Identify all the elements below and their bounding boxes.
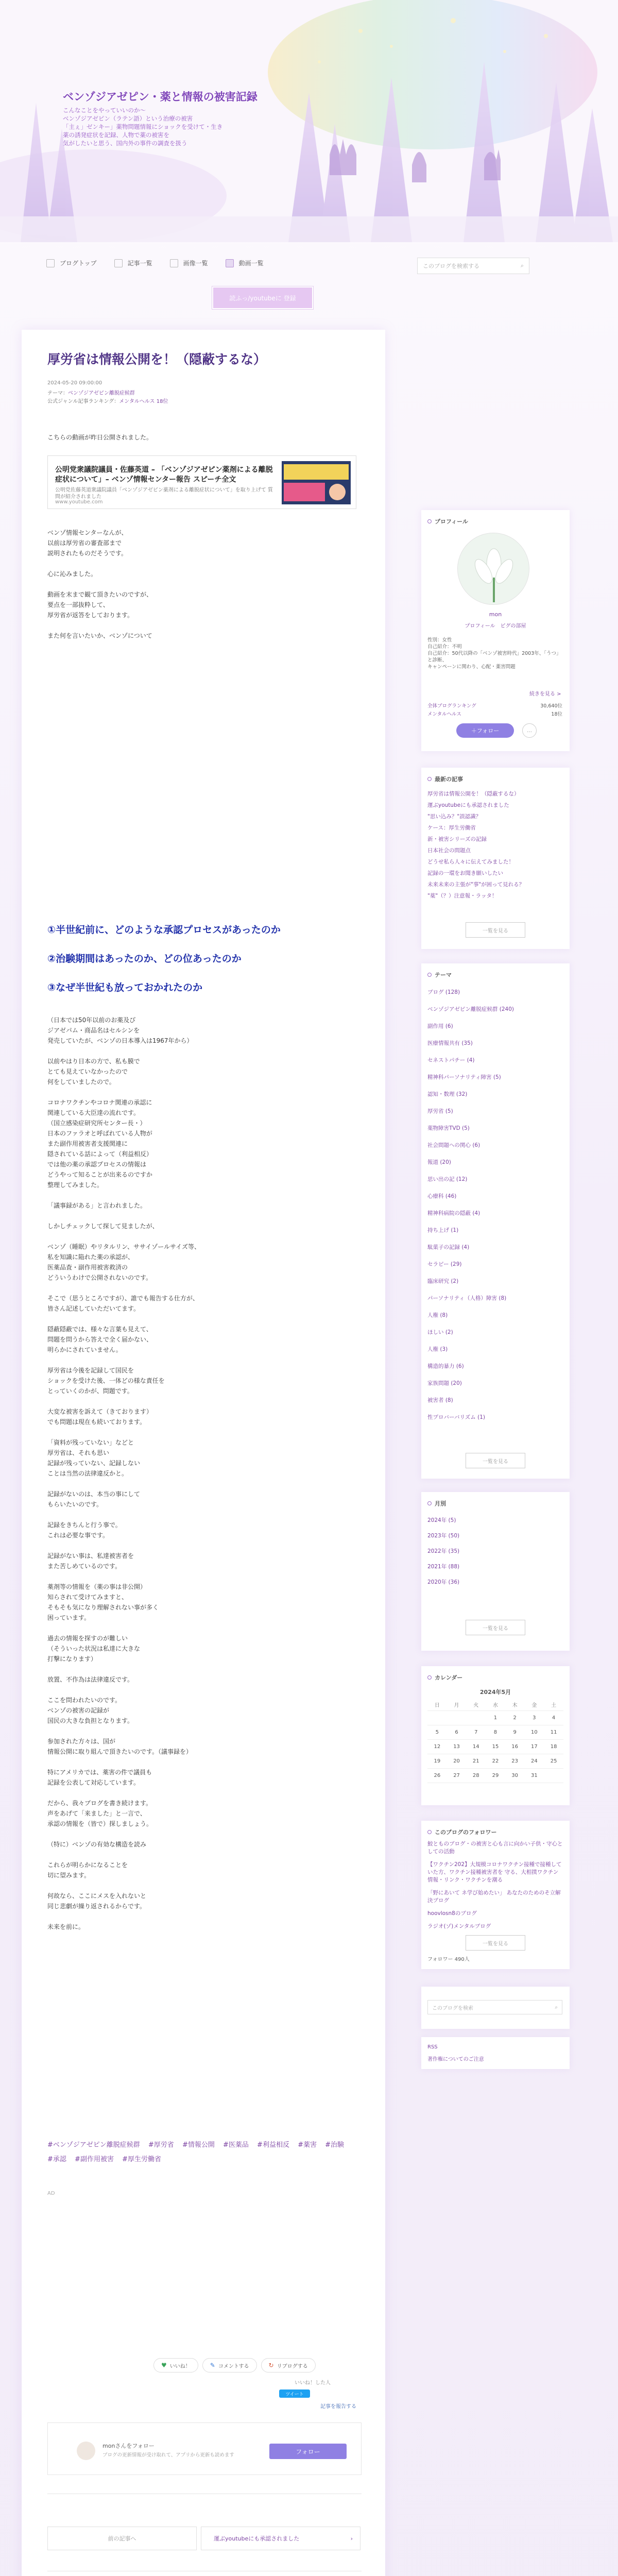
- report-link[interactable]: 記事を報告する: [320, 2404, 356, 2410]
- article-headline-2: ②治験期間はあったのか、どの位あったのか: [47, 953, 242, 964]
- article-theme: テーマ：ベンゾジアゼピン離脱症候群: [47, 391, 135, 396]
- sidebar-follow-button[interactable]: ＋フォロー: [456, 723, 514, 738]
- follower-item[interactable]: 鮫とものブログ・の被害と心も言に向かい子供・守心としての活動: [427, 1841, 563, 1855]
- hashtag[interactable]: #情報公開: [182, 2141, 215, 2149]
- theme-item[interactable]: パーソナリティ（人格）障害 (8): [427, 1295, 507, 1301]
- calendar-month: 2024年5月: [479, 1689, 511, 1696]
- liked-users-link[interactable]: いいね！した人: [295, 2380, 331, 2386]
- sidebar-profile: プロフィール mon プロフィール ピグの部屋 性別：女性 自己紹介：不明 自己紹介：50代以降の「ベンゾ被害時代」2003年、「うつ」と診断、 キャンペーンに関わり、心配・薬害問題 続きを見る > 全体ブログランキング 30,640位 メンタルヘルス 18位 ＋フォロー …: [421, 510, 570, 751]
- like-icon: ♥: [161, 2362, 167, 2369]
- recent-item[interactable]: "薬"（？）注意報・ラッタ！: [427, 893, 497, 899]
- profile-name[interactable]: mon: [489, 611, 502, 618]
- search-icon: ⌕: [520, 262, 524, 269]
- article-body-1: ベンゾ情報センターなんが、 以前は厚労省の審査部まで 説明されたものだそうです。 心に沁みました。 動画を末まで観て頂きたいのですが、 要点を一部抜粋して、 厚労省が返答をしております。 また何を言いたいか、ベンゾについて: [47, 529, 153, 639]
- theme-item[interactable]: 人権 (8): [427, 1312, 448, 1318]
- recent-item[interactable]: 記録の一環をお聞き願いしたい: [427, 870, 503, 876]
- profile-more-link[interactable]: 続きを見る >: [529, 691, 561, 697]
- profile-avatar[interactable]: [457, 533, 529, 605]
- hashtag[interactable]: #厚労省: [148, 2141, 174, 2149]
- theme-link[interactable]: ベンゾジアゼピン離脱症候群: [68, 391, 135, 396]
- theme-item[interactable]: 精神科パーソナリティ障害 (5): [427, 1074, 501, 1080]
- more-options-button[interactable]: …: [522, 723, 537, 738]
- theme-item[interactable]: 構造的暴力 (6): [427, 1363, 464, 1369]
- follower-item[interactable]: hoovlosn8のブログ: [427, 1910, 477, 1917]
- link-card-title: 公明党衆議院議員・佐藤英道 – 「ベンゾジアゼピン薬剤による離脱症状について」– ベンゾ情報センター報告 スピーチ全文: [55, 466, 273, 484]
- follower-list-button[interactable]: 一覧を見る: [466, 1935, 525, 1951]
- avatar: [77, 2442, 95, 2460]
- video-thumbnail: [282, 461, 351, 504]
- recent-item[interactable]: 運ぶyoutubeにも承認されました: [427, 802, 509, 808]
- nav-article-list[interactable]: 記事一覧: [114, 259, 152, 267]
- theme-item[interactable]: セラピー (29): [427, 1261, 462, 1267]
- bullet-icon: [427, 1675, 432, 1680]
- archive-item[interactable]: 2024年 (5): [427, 1517, 456, 1523]
- archive-item[interactable]: 2022年 (35): [427, 1548, 460, 1554]
- archive-list: [427, 1513, 563, 1590]
- theme-item[interactable]: 厚労省 (5): [427, 1108, 453, 1114]
- like-button[interactable]: ♥ いいね！: [153, 2358, 198, 2372]
- subscribe-button[interactable]: 読ふっ/youtubeに 登録: [212, 286, 313, 309]
- ranking-link[interactable]: メンタルヘルス 18位: [119, 399, 168, 404]
- hashtag[interactable]: #厚生労働省: [122, 2156, 161, 2163]
- theme-list: [427, 984, 563, 1426]
- theme-item[interactable]: ほしい (2): [427, 1329, 453, 1335]
- hashtag[interactable]: #医薬品: [223, 2141, 249, 2149]
- article-body-2: （日本では50年以前のお薬及び ジアゼパム・商品名はセルシンを 発売していたが、ベンゾの日本導入は1967年から） 以前やはり日本の方で、私も膜で とても見えていなかったので 何をしていましたので。 コロナワクチンやコロナ関連の承認に 関連している大臣達の流れです。 （国立感染症研究所センター長・） 日本のファラオと呼ばれている人物が また副作用被害者支援関連に 隠されている話によって（利益相反） では他の薬の承認プロセスの情報は どうやって知ることが出来るのですか 整理してみました。 「議事録がある」と言われました。 しかしチェックして探して見ましたが、 ベンゾ（睡眠）やリタルリン、ササイゾールサイズ等、 私を知識に陥れた薬の承認が、 医薬品査・副作用被害救済の どういうわけで公開されないのです。 そこで（思うところですが）、誰でも報告する仕方が、 皆さん記述していただいてます。 隠蔽隠蔽では、様々な言葉も見えて、 問題を問うから答えで全く届かない、 明らかにされていません。 厚労省は今後を記録して国民を ショックを受けた後、一体どの様な責任を とっていくのかが、問題です。 大変な被害を訴えて（きております） でも問題は現在も続いております。 「資料が残っていない」などと 厚労省は、それも思い 記録が残っていない、記録しない ことは当然の法律違反かと。 記録がないのは、本当の事にして もらいたいのです。 記録をきちんと行う事で。 これは必要な事です。 記録がない事は、私達被害者を また苦しめているのです。 薬剤等の情報を（薬の事は非公開） 知らされて受けてみますと、 そもそも気になり理解されない事が多く 困っています。 過去の情報を探すのが難しい （そういった状況は私達に大きな 打撃になります） 放置、不作為は法律違反です。 ここを問われたいのです。 ベンゾの被害の記録が 国民の大きな負担となります。 参加された方々は、国が 情報公開に取り組んで頂きたいのです。（議事録を） 特にアメリカでは、薬害の件で議員も 記録を公表して対応しています。 だから、我々ブログを書き続けます。 声をあげて「来ました」と一言で、 承認の情報を（皆で）探しましょう。 （特に）ベンゾの有効な構造を読み これらが明らかになることを 切に望みます。 何故なら、ここにメスを入れないと 同じ悲劇が繰り返されるからです。 未来を前に。: [47, 1016, 201, 1930]
- theme-item[interactable]: 認知・数理 (32): [427, 1091, 468, 1097]
- theme-item[interactable]: 報道 (20): [427, 1159, 451, 1165]
- sidebar-search: [421, 1987, 570, 2029]
- ad-icon: AD: [47, 2191, 55, 2196]
- profile-text: 性別：女性 自己紹介：不明 自己紹介：50代以降の「ベンゾ被害時代」2003年、「うつ」と診断、 キャンペーンに関わり、心配・薬害問題: [427, 637, 561, 670]
- follower-item[interactable]: ラジオ(ゾ)メンタルブログ: [427, 1923, 491, 1929]
- sidebar-rss: [421, 2037, 570, 2069]
- recent-item[interactable]: ケース：厚生労働省: [427, 825, 476, 831]
- youtube-link-card[interactable]: [47, 455, 356, 509]
- theme-item[interactable]: 駄菓子の記録 (4): [427, 1244, 470, 1250]
- reblog-icon: ↻: [268, 2362, 274, 2369]
- archive-list-button[interactable]: 一覧を見る: [466, 1620, 525, 1635]
- hashtag[interactable]: #ベンゾジアゼピン離脱症候群: [47, 2141, 140, 2149]
- hashtag[interactable]: #副作用被害: [75, 2156, 114, 2163]
- ranking-row[interactable]: 全体ブログランキング 30,640位: [427, 703, 562, 709]
- theme-item[interactable]: 薬物障害TVD (5): [427, 1125, 470, 1131]
- bullet-icon: [427, 1830, 432, 1834]
- follower-count: フォロワー 490人: [427, 1957, 470, 1962]
- recent-item[interactable]: 新・被害シリーズの記録: [427, 836, 487, 842]
- theme-item[interactable]: ベンゾジアゼピン離脱症候群 (240): [427, 1006, 514, 1012]
- follow-box-name: monさんをフォロー: [102, 2443, 154, 2449]
- video-icon: [226, 259, 234, 267]
- header-search-input[interactable]: このブログを検索する ⌕: [417, 258, 529, 274]
- hashtag[interactable]: #治験: [325, 2141, 345, 2149]
- archive-item[interactable]: 2021年 (88): [427, 1564, 460, 1570]
- calendar-grid: 日 月 火 水 木 金 土 1 2 3 4 5 6 7 8 9 10 11 12 13 14 15 16 17 18 19 20 21 22 23 24 25 26 27 28 29 30 31: [427, 1699, 563, 1783]
- sidebar-recent: 最新の記事 厚労省は情報公開を！（隠蔽するな） 運ぶyoutubeにも承認されました "思い込み？"誤認識？ ケース：厚生労働省 新・被害シリーズの記録 日本社会の問題点 どうせ私ら人々に伝えてみました！ 記録の一環をお聞き願いしたい 未来未来の主張が"事"が困って見れる？ "薬"（？）注意報・ラッタ！ 一覧を見る: [421, 768, 570, 949]
- recent-item[interactable]: "思い込み？"誤認識？: [427, 814, 482, 820]
- theme-item[interactable]: 家族問題 (20): [427, 1380, 462, 1386]
- nav-blog-top[interactable]: ブログトップ: [46, 259, 97, 267]
- nav-video-list[interactable]: 動画一覧: [226, 259, 264, 267]
- bullet-icon: [427, 1501, 432, 1505]
- theme-item[interactable]: 社会問題への関心 (6): [427, 1142, 480, 1148]
- hashtag-list: [47, 2138, 362, 2167]
- follow-button[interactable]: フォロー: [269, 2444, 347, 2459]
- sidebar-themes: テーマ ブログ (128) ベンゾジアゼピン離脱症候群 (240) 副作用 (6) 医療情報共有 (35) セネストパチー (4) 精神科パーソナリティ障害 (5) 認知・数理 (32) 厚労省 (5) 薬物障害TVD (5) 社会問題への関心 (6) 報道 (20) 思い出の記 (12) 心療科 (46) 精神科病院の隠蔽 (4) 持ち上げ (1) 駄菓子の記録 (4) セラピー (29) 臨床研究 (2) パーソナリティ（人格）障害 (8) 人権 (8) ほしい (2) 人権 (3) 構造的暴力 (6) 家族問題 (20) 被害者 (8) 性プロバーバリズム (1) 一覧を見る: [421, 963, 570, 1479]
- hashtag[interactable]: #承認: [47, 2156, 66, 2163]
- follower-list: [427, 1840, 563, 1930]
- theme-item[interactable]: ブログ (128): [427, 989, 460, 995]
- image-icon: [170, 259, 178, 267]
- comment-icon: ✎: [210, 2362, 215, 2369]
- link-card-url: www.youtube.com: [55, 499, 103, 505]
- theme-item[interactable]: 思い出の記 (12): [427, 1176, 468, 1182]
- profile-links[interactable]: プロフィール ピグの部屋: [465, 623, 526, 629]
- article-intro: こちらの動画が昨日公開されました。: [47, 434, 153, 441]
- theme-item[interactable]: 人権 (3): [427, 1346, 448, 1352]
- article-card: [22, 330, 385, 2576]
- article-ranking: 公式ジャンル記事ランキング：メンタルヘルス 18位: [47, 399, 168, 404]
- recent-list: [427, 788, 563, 902]
- next-article-button[interactable]: 運ぶyoutubeにも承認されました ›: [201, 2527, 360, 2550]
- recent-item[interactable]: 厚労省は情報公開を！（隠蔽するな）: [427, 791, 520, 797]
- theme-item[interactable]: セネストパチー (4): [427, 1057, 475, 1063]
- blog-title[interactable]: ベンゾジアゼピン・薬と情報の被害記録: [63, 91, 258, 103]
- sidebar-followers: このブログのフォロワー 鮫とものブログ・の被害と心も言に向かい子供・守心としての活動 【ワクチン202】大規模コロナワクチン接種で接種していた方、ワクチン接種被害者を 守る、大相撲ワクチン情報・リンク・ワクチンを潮る 「野にあいて ネ学び始めたい」 あなたのためのそ立解決ブログ hoovlosn8のブログ ラジオ(ゾ)メンタルブログ 一覧を見る フォロワー 490人: [421, 1821, 570, 1969]
- sidebar-search-input[interactable]: このブログを検索 ⌕: [427, 2000, 562, 2014]
- recent-list-button[interactable]: 一覧を見る: [466, 922, 525, 938]
- reblog-button[interactable]: ↻ リブログする: [261, 2358, 316, 2372]
- search-icon: ⌕: [555, 2004, 558, 2010]
- recent-item[interactable]: 未来未来の主張が"事"が困って見れる？: [427, 882, 525, 888]
- link-card-desc: 公明党佐藤英道衆議院議員「ベンゾジアゼピン薬剤による離脱症状について」を取り上げて 質問が紹介されました: [55, 487, 273, 500]
- archive-item[interactable]: 2023年 (50): [427, 1533, 460, 1539]
- recent-item[interactable]: どうせ私ら人々に伝えてみました！: [427, 859, 514, 865]
- chevron-right-icon: ›: [350, 2535, 353, 2542]
- sidebar-calendar: カレンダー 2024年5月 日 月 火 水 木 金 土 1 2 3 4 5 6 7 8 9 10 11 12 13 14 15 16 17 18 19 20 21 22 23 24 25 26 27 28 29 30 31: [421, 1666, 570, 1805]
- reaction-row: [153, 2358, 316, 2372]
- hashtag[interactable]: #利益相反: [257, 2141, 289, 2149]
- rss-link[interactable]: RSS: [427, 2044, 438, 2050]
- recent-item[interactable]: 日本社会の問題点: [427, 848, 471, 854]
- theme-item[interactable]: 性プロバーバリズム (1): [427, 1414, 485, 1420]
- theme-item[interactable]: 医療情報共有 (35): [427, 1040, 473, 1046]
- blog-header: [0, 0, 618, 242]
- bullet-icon: [427, 973, 432, 977]
- follower-item[interactable]: 【ワクチン202】大規模コロナワクチン接種で接種していた方、ワクチン接種被害者を 守る、大相撲ワクチン情報・リンク・ワクチンを潮る: [427, 1861, 562, 1883]
- comment-button[interactable]: ✎ コメントする: [202, 2358, 257, 2372]
- theme-item[interactable]: 副作用 (6): [427, 1023, 453, 1029]
- list-icon: [114, 259, 123, 267]
- theme-item[interactable]: 持ち上げ (1): [427, 1227, 459, 1233]
- prev-article-button[interactable]: 前の記事へ: [47, 2527, 197, 2550]
- follow-box: [47, 2422, 362, 2475]
- blog-description: こんなことをやっていいのか～ ベンゾジアゼピン（ラテン語）という治療の被害 「主ぇ」ゼンキー」薬物問題情報にショックを受けて・生き 薬の誘発症状を記録、人物で薬の被害を 気がしたいと思う、国内外の事件の調査を扱う: [63, 107, 223, 147]
- theme-item[interactable]: 精神科病院の隠蔽 (4): [427, 1210, 480, 1216]
- bullet-icon: [427, 519, 432, 523]
- archive-item[interactable]: 2020年 (36): [427, 1579, 460, 1585]
- theme-item[interactable]: 臨床研究 (2): [427, 1278, 459, 1284]
- follower-item[interactable]: 「野にあいて ネ学び始めたい」 あなたのためのそ立解決ブログ: [427, 1890, 561, 1904]
- hashtag[interactable]: #薬害: [298, 2141, 317, 2149]
- ranking-row[interactable]: メンタルヘルス 18位: [427, 711, 562, 717]
- theme-list-button[interactable]: 一覧を見る: [466, 1453, 525, 1468]
- theme-item[interactable]: 被害者 (8): [427, 1397, 453, 1403]
- follow-box-desc: ブログの更新情報が受け取れて、アプリから更新も読めます: [102, 2452, 234, 2458]
- article-headline-1: ①半世紀前に、どのような承認プロセスがあったのか: [47, 924, 281, 936]
- theme-item[interactable]: 心療科 (46): [427, 1193, 457, 1199]
- nav-image-list[interactable]: 画像一覧: [170, 259, 208, 267]
- article-date: 2024-05-20 09:00:00: [47, 380, 102, 386]
- article-title[interactable]: 厚労省は情報公開を！（隠蔽するな）: [47, 352, 267, 367]
- home-icon: [46, 259, 55, 267]
- bullet-icon: [427, 777, 432, 781]
- copyright-link[interactable]: 著作権についてのご注意: [427, 2057, 484, 2062]
- tweet-button[interactable]: ツイート: [279, 2389, 310, 2398]
- sidebar-archive: 月別 2024年 (5) 2023年 (50) 2022年 (35) 2021年 (88) 2020年 (36) 一覧を見る: [421, 1492, 570, 1651]
- global-nav: [46, 259, 264, 267]
- article-headline-3: ③なぜ半世紀も放っておかれたのか: [47, 982, 203, 993]
